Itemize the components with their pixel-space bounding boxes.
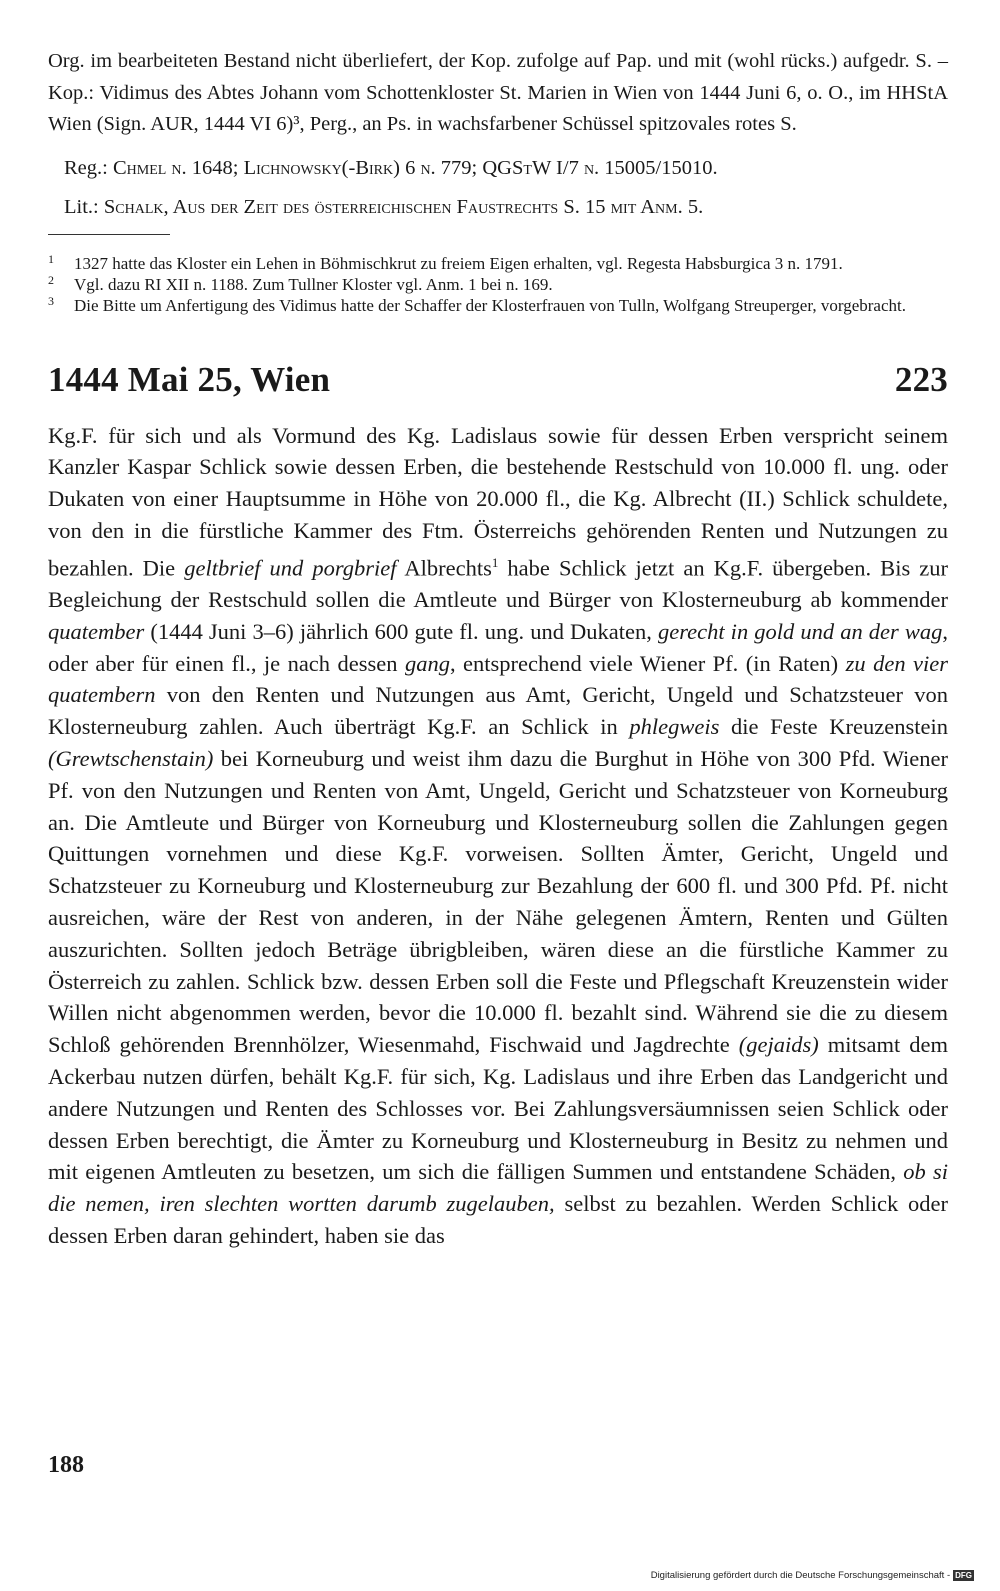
regest-quote: quatember: [48, 618, 145, 644]
dfg-logo-icon: DFG: [955, 1571, 972, 1580]
footnote-mark: 3: [48, 293, 54, 308]
regest-segment: (1444 Juni 3–6) jährlich 600 gute fl. ung. und Dukaten,: [144, 618, 658, 644]
regest-quote: gerecht in gold und an der wag: [657, 618, 943, 644]
regest-quote: (Grewtschenstain): [48, 745, 214, 771]
regesta-text: Chmel n. 1648; Lichnowsky(-Birk) 6 n. 779; QGStW I/7 n. 15005/15010.: [112, 156, 718, 179]
regest-segment: mitsamt dem Ackerbau nutzen dürfen, behält Kg.F. für sich, Kg. Ladislaus und ihre Erben das Landgericht und andere Nutzungen und Renten des Schlosses vor. Bei Zahlungsversäumnissen seien Schlick oder dessen Erben berechtigt, die Ämter zu Korneuburg und Klosterneuburg in Besitz zu nehmen und mit eigenen Amtleuten zu besetzen, um sich die fälligen Summen und entstandene Schäden,: [48, 1032, 948, 1185]
source-paragraph: Org. im bearbeiteten Bestand nicht überliefert, der Kop. zufolge auf Pap. und mit (wohl rücks.) aufgedr. S. – Kop.: Vidimus des Abtes Johann vom Schottenkloster St. Marien in Wien von 1444 Juni 6, o. O., im HHStA Wien (Sign. AUR, 1444 VI 6)³, Perg., an Ps. in wachsfarbener Schüssel spitzovales rotes S.: [48, 50, 948, 135]
footnotes: [48, 253, 948, 316]
regest-segment: Albrechts: [396, 555, 492, 581]
regest-segment: , entsprechend viele Wiener Pf. (in Raten): [449, 650, 846, 676]
regest-quote: ob si die nemen, iren slechten wortten darumb zugelauben,: [48, 1159, 948, 1217]
regest-quote: zu den vier quatembern: [48, 650, 948, 708]
footnote-mark: 1: [48, 251, 54, 266]
regesta-label: Reg.:: [64, 156, 108, 179]
source-description: [48, 46, 948, 224]
regesta-line: [48, 153, 948, 185]
footnote-text: Die Bitte um Anfertigung des Vidimus hatte der Schaffer der Klosterfrauen von Tulln, Wolfgang Streuperger, vorgebracht.: [74, 295, 906, 315]
document-page: [48, 46, 948, 1274]
footnote-text: Vgl. dazu RI XII n. 1188. Zum Tullner Kloster vgl. Anm. 1 bei n. 169.: [74, 274, 553, 294]
entry-number: 223: [894, 359, 948, 399]
regest-segment: Kg.F. für sich und als Vormund des Kg. Ladislaus sowie für dessen Erben verspricht seinem Kanzler Kaspar Schlick sowie dessen Erben, die bestehende Restschuld von 10.000 fl. ung. oder Dukaten von einer Hauptsumme in Höhe von 20.000 fl., die Kg. Albrecht (II.) Schlick schuldete, von den in die fürstliche Kammer des Ftm. Österreichs gehörenden Renten und Nutzungen zu bezahlen. Die: [48, 422, 948, 581]
regest-quote: geltbrief und porgbrief: [184, 555, 397, 581]
footnote-divider: [48, 234, 170, 235]
regest-segment: selbst zu bezahlen. Werden Schlick oder dessen Erben daran gehindert, haben sie das: [48, 1191, 948, 1248]
regest-segment: von den Renten und Nutzungen aus Amt, Gericht, Ungeld und Schatzsteuer von Klosterneuburg zahlen. Auch überträgt Kg.F. an Schlick in: [48, 682, 948, 740]
regest-segment: , oder aber für einen fl., je nach dessen: [48, 618, 948, 676]
entry-heading: [48, 360, 948, 400]
footnote-reference: 1: [491, 554, 499, 570]
regest-text: [48, 420, 948, 1252]
regest-quote: phlegweis: [629, 714, 720, 740]
regest-quote: (gejaids): [738, 1032, 819, 1058]
literature-label: Lit.:: [64, 196, 99, 218]
footnote-mark: 2: [48, 272, 54, 287]
regest-segment: die Feste Kreuzenstein: [719, 714, 948, 740]
footer-text: Digitalisierung gefördert durch die Deutsche Forschungsgemeinschaft -: [650, 1570, 951, 1581]
literature-line: [48, 192, 948, 224]
footnote: [48, 274, 948, 295]
literature-text: Schalk, Aus der Zeit des österreichischen Faustrechts S. 15 mit Anm. 5.: [103, 196, 704, 218]
digitization-footer: [651, 1570, 974, 1581]
regest-segment: habe Schlick jetzt an Kg.F. übergeben. Bis zur Begleichung der Restschuld sollen die Amtleute und Bürger von Klosterneuburg ab kommender: [48, 555, 949, 612]
regest-segment: bei Korneuburg und weist ihm dazu die Burghut in Höhe von 300 Pfd. Wiener Pf. von den Nutzungen und Renten von Amt, Ungeld, Gericht und Schatzsteuer von Korneuburg an. Die Amtleute und Bürger von Korneuburg und Klosterneuburg sollen die Zahlungen gegen Quittungen vornehmen und diese Kg.F. vorweisen. Sollten Ämter, Gericht, Ungeld und Schatzsteuer zu Korneuburg und Klosterneuburg zur Bezahlung der 600 fl. und 300 Pfd. Pf. nicht ausreichen, wäre der Rest von anderen, in der Nähe gelegenen Ämtern, Renten und Gülten auszurichten. Sollten jedoch Beträge übrigbleiben, wären diese an die fürstliche Kammer zu Österreich zu zahlen. Schlick bzw. dessen Erben soll die Feste und Pflegschaft Kreuzenstein wider Willen nicht abgenommen werden, bevor die 10.000 fl. bezahlt sind. Während sie die zu diesem Schloß gehörenden Brennhölzer, Wiesenmahd, Fischwaid und Jagdrechte: [48, 745, 948, 1058]
meta-block: [48, 153, 948, 224]
page-number: 188: [48, 1452, 84, 1478]
entry-date-place: 1444 Mai 25, Wien: [48, 359, 331, 399]
footnote: [48, 253, 948, 274]
footnote: [48, 295, 948, 316]
footnote-text: 1327 hatte das Kloster ein Lehen in Böhmischkrut zu freiem Eigen erhalten, vgl. Regesta Habsburgica 3 n. 1791.: [74, 253, 843, 273]
regest-quote: gang: [404, 650, 450, 676]
